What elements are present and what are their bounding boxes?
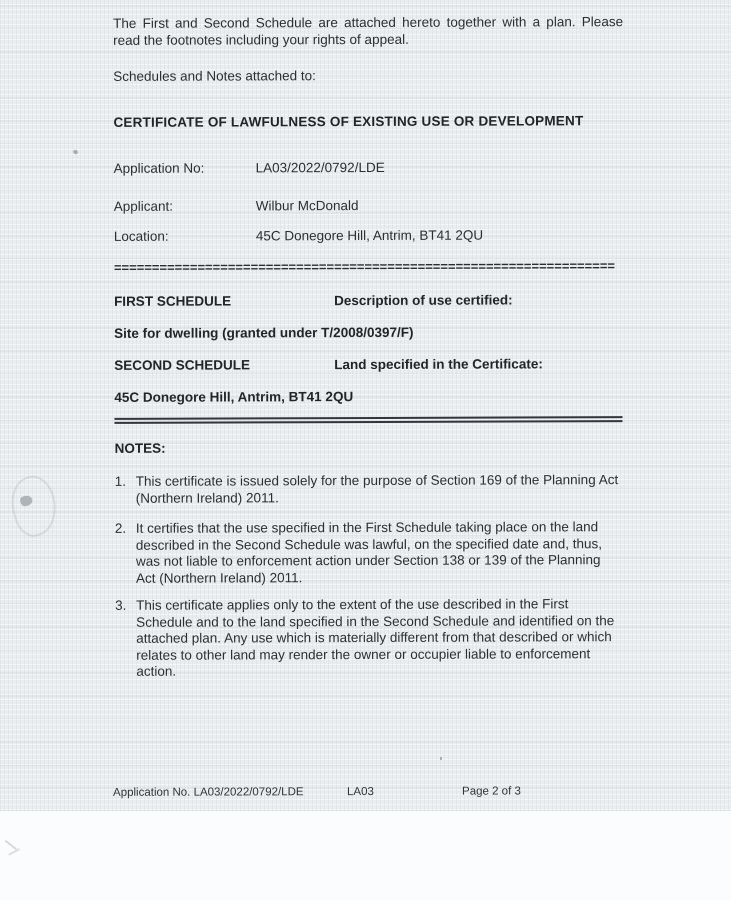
second-schedule-row [114, 355, 622, 374]
second-schedule-value: 45C Donegore Hill, Antrim, BT41 2QU [114, 389, 354, 405]
application-no-label: Application No: [113, 160, 205, 176]
horizontal-double-rule [114, 416, 622, 424]
note-number: 1. [114, 473, 126, 489]
note-text: This certificate is issued solely for the purpose of Section 169 of the Planning Act (Northern Ireland) 2011. [135, 472, 619, 506]
scanner-background [0, 811, 731, 900]
footer-application-no: Application No. LA03/2022/0792/LDE [113, 786, 304, 799]
notes-heading: NOTES: [114, 440, 166, 456]
scan-smudge-blob [19, 494, 33, 507]
first-schedule-row [114, 291, 622, 310]
pen-mark-stroke [8, 848, 19, 855]
first-schedule-label: FIRST SCHEDULE [114, 293, 232, 309]
application-no-row [114, 158, 622, 177]
note-item [115, 472, 623, 507]
schedules-attached-line: Schedules and Notes attached to: [113, 68, 316, 84]
location-value: 45C Donegore Hill, Antrim, BT41 2QU [255, 227, 484, 244]
intro-paragraph: The First and Second Schedule are attached hereto together with a plan. Please read the footnotes including your rights of appeal. [113, 14, 624, 48]
applicant-row [114, 196, 622, 215]
location-label: Location: [113, 228, 169, 244]
first-schedule-heading: Description of use certified: [334, 292, 513, 309]
page-footer [0, 785, 731, 799]
note-item [115, 519, 623, 587]
applicant-value: Wilbur McDonald [255, 198, 359, 214]
applicant-label: Applicant: [113, 198, 174, 214]
application-no-value: LA03/2022/0792/LDE [255, 159, 385, 176]
second-schedule-label: SECOND SCHEDULE [114, 357, 251, 373]
first-schedule-value: Site for dwelling (granted under T/2008/0397/F) [114, 324, 414, 341]
footer-page-indicator: Page 2 of 3 [461, 785, 521, 798]
equals-divider: ================================================================== [113, 258, 616, 275]
certificate-title: CERTIFICATE OF LAWFULNESS OF EXISTING USE OR DEVELOPMENT [113, 113, 584, 130]
location-row [114, 226, 622, 245]
pen-mark-artifact [2, 842, 24, 860]
note-number: 2. [114, 520, 127, 536]
note-item [115, 596, 623, 680]
note-text: It certifies that the use specified in the First Schedule taking place on the land described in the Second Schedule was lawful, on the specified date and, thus, was not liable to enforcement action under Section 138 or 139 of the Planning Act (Northern Ireland) 2011. [135, 519, 602, 586]
pen-mark-stroke [5, 840, 17, 850]
second-schedule-heading: Land specified in the Certificate: [334, 356, 543, 373]
note-number: 3. [115, 597, 127, 613]
scan-speck-artifact [440, 757, 442, 760]
note-text: This certificate applies only to the extent of the use described in the First Schedule and to the land specified in the Second Schedule and identified on the attached plan. Any use which is materially different from that described or which relates to other land may render the owner or occupier liable to enforcement action. [136, 596, 615, 679]
footer-council-code: LA03 [347, 785, 374, 799]
